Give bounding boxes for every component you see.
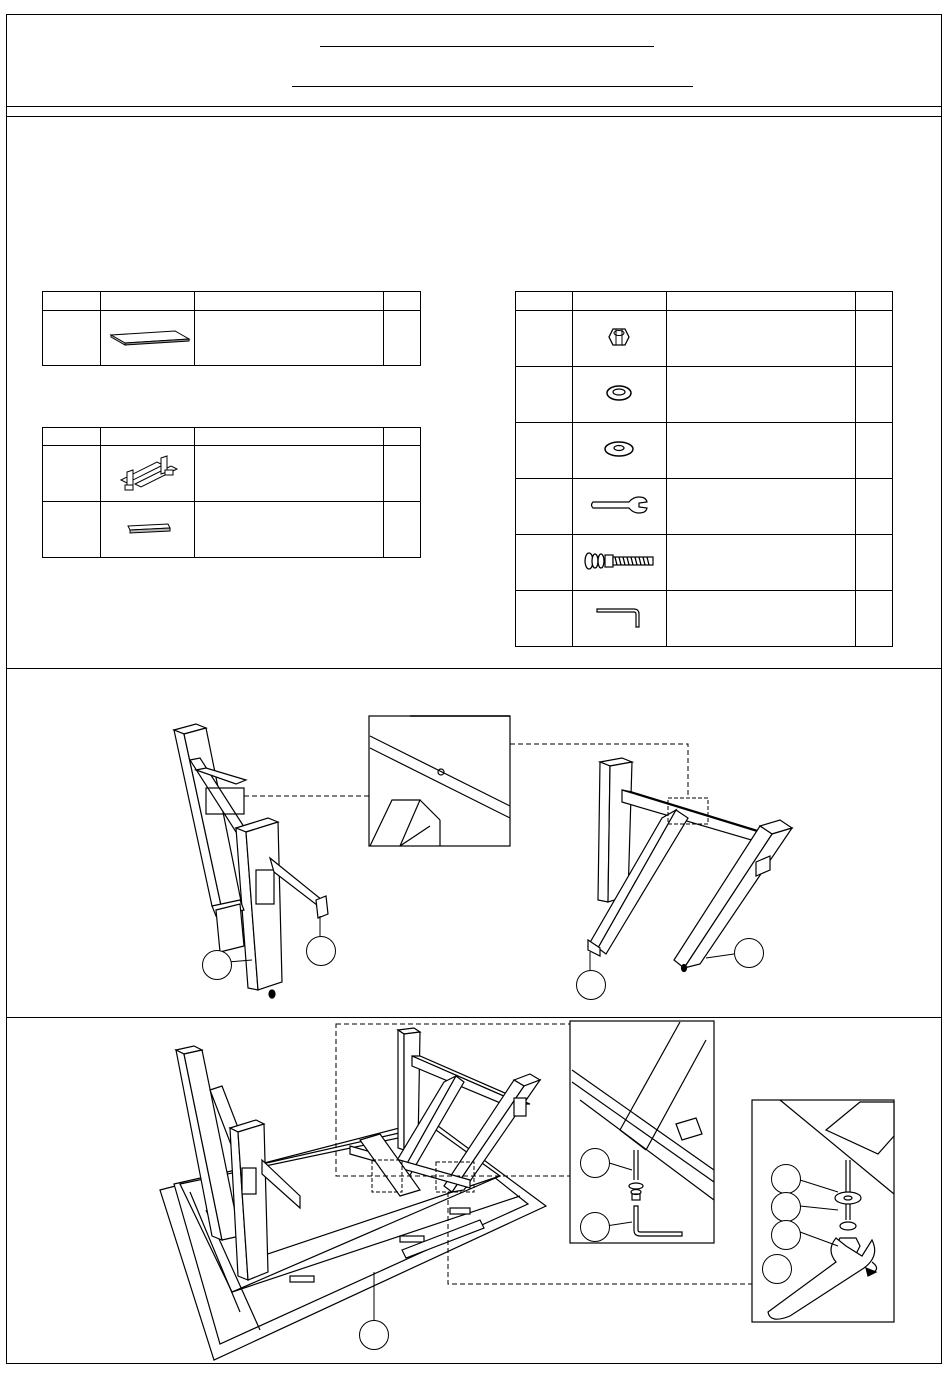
callout	[762, 1254, 792, 1284]
callout	[359, 1320, 389, 1350]
callout	[771, 1164, 801, 1194]
callout	[771, 1192, 801, 1222]
callout	[580, 1148, 610, 1178]
callout	[580, 1212, 610, 1242]
callout	[771, 1220, 801, 1250]
